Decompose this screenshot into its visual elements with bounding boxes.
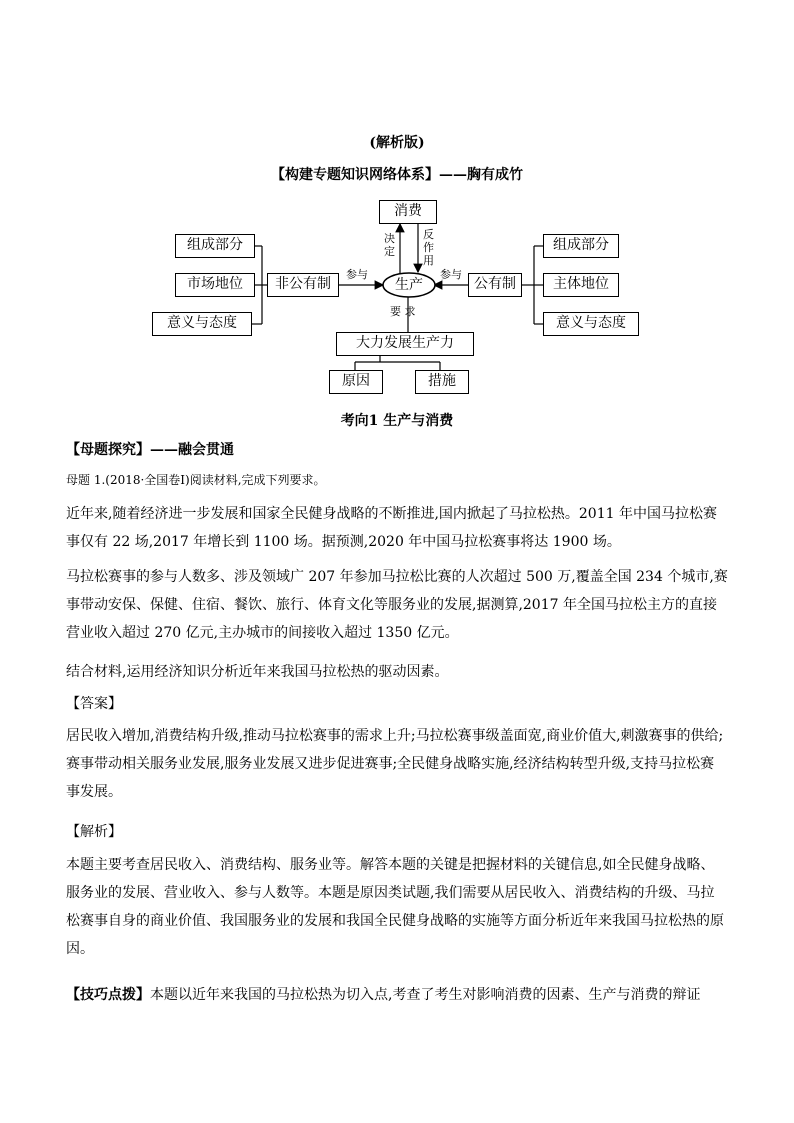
question-intro: 母题 1.(2018·全国卷Ⅰ)阅读材料,完成下列要求。 <box>66 473 326 487</box>
analysis-label: 【解析】 <box>66 824 122 840</box>
task-text: 结合材料,运用经济知识分析近年来我国马拉松热的驱动因素。 <box>66 664 449 680</box>
left-item-0: 组成部分 <box>175 234 255 258</box>
non-public-box: 非公有制 <box>267 273 339 297</box>
react-label: 反作用 <box>423 228 434 267</box>
knowledge-network-diagram <box>150 196 630 394</box>
answer-text: 居民收入增加,消费结构升级,推动马拉松赛事的需求上升;马拉松赛事级盖面宽,商业价值大,刺激赛事的供给;赛事带动相关服务业发展,服务业发展又进步促进赛事;全民健身战略实施,经济结构转型升级,支持马拉松赛事发展。 <box>66 728 724 800</box>
probe-heading: 【母题探究】——融会贯通 <box>66 442 234 458</box>
right-item-1: 主体地位 <box>543 273 619 297</box>
consumption-box: 消费 <box>379 200 437 224</box>
tips-paragraph <box>66 981 728 1009</box>
tips-label: 【技巧点拨】 <box>66 987 150 1003</box>
production-node: 生产 <box>395 277 423 293</box>
decide-label: 决定 <box>384 232 395 258</box>
reason-box: 原因 <box>329 370 383 394</box>
section-title: 【构建专题知识网络体系】——胸有成竹 <box>271 167 523 183</box>
left-item-2: 意义与态度 <box>152 312 252 336</box>
answer-label: 【答案】 <box>66 696 122 712</box>
participate-left-label: 参与 <box>346 268 368 281</box>
require-label: 要 求 <box>390 305 416 318</box>
participate-right-label: 参与 <box>440 268 462 281</box>
topic-heading: 考向1 生产与消费 <box>340 413 454 429</box>
right-item-0: 组成部分 <box>543 234 619 258</box>
analysis-text: 本题主要考查居民收入、消费结构、服务业等。解答本题的关键是把握材料的关键信息,如全民健身战略、服务业的发展、营业收入、参与人数等。本题是原因类试题,我们需要从居民收入、消费结构的升级、马拉松赛事自身的商业价值、我国服务业的发展和我国全民健身战略的实施等方面分析近年来我国马拉松热的原因。 <box>66 857 724 957</box>
material-paragraph-1: 近年来,随着经济进一步发展和国家全民健身战略的不断推进,国内掀起了马拉松热。2011 年中国马拉松赛事仅有 22 场,2017 年增长到 1100 场。据预测,2020 年中国马拉松赛事将达 1900 场。 <box>66 506 717 550</box>
edition-label: (解析版) <box>369 135 425 151</box>
right-item-2: 意义与态度 <box>543 312 639 336</box>
material-paragraph-2: 马拉松赛事的参与人数多、涉及领域广 207 年参加马拉松比赛的人次超过 500 万,覆盖全国 234 个城市,赛事带动安保、保健、住宿、餐饮、旅行、体育文化等服务业的发展,据测算,2017 年全国马拉松主方的直接营业收入超过 270 亿元,主办城市的间接收入超过 1350 亿元。 <box>66 569 728 641</box>
public-box: 公有制 <box>468 273 522 297</box>
tips-text: 本题以近年来我国的马拉松热为切入点,考查了考生对影响消费的因素、生产与消费的辩证 <box>150 987 701 1003</box>
develop-productivity-box: 大力发展生产力 <box>336 332 474 356</box>
left-item-1: 市场地位 <box>175 273 255 297</box>
measures-box: 措施 <box>415 370 469 394</box>
